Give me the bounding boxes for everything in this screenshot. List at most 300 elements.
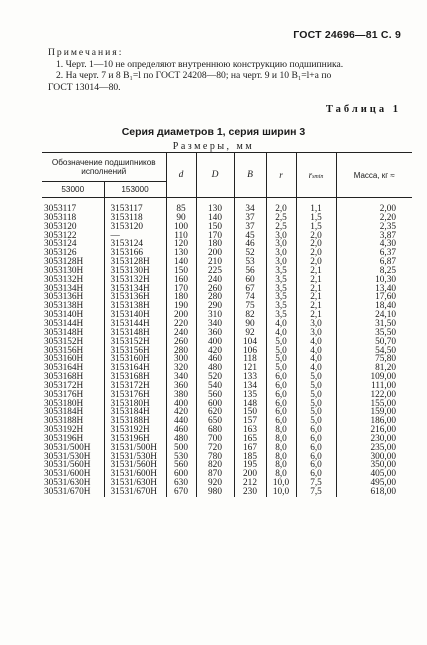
r-value: 5,0 [266,364,296,373]
d-value: 530 [166,453,196,462]
table-row [42,249,412,258]
d-value: 220 [166,320,196,329]
D-value: 170 [196,232,234,241]
designation-153000: 3153176H [104,391,166,400]
d-value: 260 [166,338,196,347]
rsmin-value: 7,5 [296,488,336,497]
designation-53000: 3053164H [42,364,104,373]
B-value: 60 [234,276,266,285]
rsmin-value: 1,1 [296,205,336,214]
designation-153000: 3153168H [104,373,166,382]
B-value: 157 [234,417,266,426]
mass-value: 109,00 [370,372,397,383]
header-D: D [196,153,234,198]
D-value: 720 [196,444,234,453]
header-153000: 153000 [104,182,166,198]
B-value: 82 [234,311,266,320]
rsmin-value: 2,0 [296,240,336,249]
d-value: 480 [166,435,196,444]
table-row [42,364,412,373]
mass-value: 230,00 [370,433,397,444]
B-value: 133 [234,373,266,382]
D-value: 420 [196,347,234,356]
rsmin-value: 5,0 [296,417,336,426]
rsmin-value: 2,1 [296,285,336,294]
notes-title: Примечания: [48,47,124,58]
table-row [42,426,412,435]
r-value: 6,0 [266,373,296,382]
table-row [42,285,412,294]
table-row [42,382,412,391]
d-value: 340 [166,373,196,382]
designation-153000: 3153192H [104,426,166,435]
rsmin-value: 2,0 [296,249,336,258]
d-value: 280 [166,347,196,356]
designation-53000: 3053156H [42,347,104,356]
designation-153000: 3153164H [104,364,166,373]
r-value: 6,0 [266,391,296,400]
table-row [42,311,412,320]
D-value: 280 [196,293,234,302]
D-value: 540 [196,382,234,391]
rsmin-value: 2,1 [296,267,336,276]
table-row [42,479,412,488]
rsmin-value: 1,5 [296,214,336,223]
d-value: 100 [166,223,196,232]
designation-153000: 3153172H [104,382,166,391]
bearings-table [42,152,412,497]
designation-153000: 3153118 [104,214,166,223]
table-row [42,391,412,400]
D-value: 920 [196,479,234,488]
D-value: 200 [196,249,234,258]
designation-153000: 31531/670H [104,488,166,497]
mass-value: 6,87 [379,257,397,268]
D-value: 560 [196,391,234,400]
D-value: 520 [196,373,234,382]
B-value: 165 [234,435,266,444]
rsmin-value: 2,1 [296,302,336,311]
D-value: 290 [196,302,234,311]
r-value: 2,5 [266,214,296,223]
B-value: 195 [234,461,266,470]
header-rsmin [296,153,336,198]
D-value: 225 [196,267,234,276]
mass-value: 159,00 [370,407,397,418]
note-line-1: 1. Черт. 1—10 не определяют внутреннюю конструкцию подшипника. [56,58,344,70]
B-value: 52 [234,249,266,258]
B-value: 135 [234,391,266,400]
header-d: d [166,153,196,198]
designation-53000: 3053134H [42,285,104,294]
d-value: 420 [166,408,196,417]
B-value: 150 [234,408,266,417]
table-row [42,223,412,232]
mass-value: 6,37 [379,248,397,259]
r-value: 2,5 [266,223,296,232]
mass-value: 2,00 [379,204,397,214]
designation-153000: 3153124 [104,240,166,249]
mass-value: 4,30 [379,239,397,250]
table-row [42,232,412,241]
d-value: 320 [166,364,196,373]
rsmin-value: 3,0 [296,329,336,338]
B-value: 34 [234,205,266,214]
D-value: 240 [196,276,234,285]
mass-value: 13,40 [375,283,397,294]
mass-value: 81,20 [375,363,397,374]
d-value: 170 [166,285,196,294]
d-value: 190 [166,302,196,311]
mass-value: 17,60 [375,292,397,303]
designation-53000: 3053148H [42,329,104,338]
rsmin-value: 6,0 [296,453,336,462]
r-value: 5,0 [266,347,296,356]
designation-153000: 31531/600H [104,470,166,479]
r-value: 8,0 [266,444,296,453]
note-line-2: 2. На черт. 7 и 8 B₁=l по ГОСТ 24208—80; на черт. 9 и 10 B₁=l+a по [56,70,332,82]
B-value: 104 [234,338,266,347]
d-value: 160 [166,276,196,285]
designation-153000: 3153148H [104,329,166,338]
table-row [42,347,412,356]
designation-53000: 3053120 [42,223,104,232]
r-value: 2,0 [266,205,296,214]
designation-153000: 3153136H [104,293,166,302]
designation-53000: 30531/530H [42,453,104,462]
d-value: 630 [166,479,196,488]
B-value: 45 [234,232,266,241]
mass-value: 8,25 [379,265,397,276]
designation-53000: 3053152H [42,338,104,347]
mass-value: 235,00 [370,442,397,453]
table-row [42,453,412,462]
designation-53000: 30531/560H [42,461,104,470]
r-value: 6,0 [266,400,296,409]
designation-53000: 3053196H [42,435,104,444]
designation-53000: 3053122 [42,232,104,241]
D-value: 480 [196,364,234,373]
table-row [42,276,412,285]
designation-53000: 3053144H [42,320,104,329]
d-value: 300 [166,355,196,364]
d-value: 180 [166,293,196,302]
designation-153000: 3153138H [104,302,166,311]
d-value: 150 [166,267,196,276]
rsmin-value: 2,1 [296,276,336,285]
mass-value: 18,40 [375,301,397,312]
r-value: 8,0 [266,453,296,462]
B-value: 75 [234,302,266,311]
rsmin-value: 7,5 [296,479,336,488]
d-value: 440 [166,417,196,426]
header-mass: Масса, кг ≈ [353,170,395,180]
rsmin-value: 2,1 [296,311,336,320]
B-value: 67 [234,285,266,294]
designation-53000: 3053192H [42,426,104,435]
r-value: 3,5 [266,267,296,276]
d-value: 400 [166,400,196,409]
rsmin-value: 4,0 [296,355,336,364]
mass-value: 31,50 [375,318,397,329]
rsmin-value: 6,0 [296,461,336,470]
rsmin-value: 2,1 [296,293,336,302]
D-value: 650 [196,417,234,426]
r-value: 10,0 [266,488,296,497]
r-value: 3,0 [266,258,296,267]
header-designation: Обозначение подшипников исполнений [42,153,166,182]
table-label: Таблица 1 [325,104,401,115]
designation-153000: 3153196H [104,435,166,444]
designation-53000: 3053130H [42,267,104,276]
B-value: 46 [234,240,266,249]
r-value: 4,0 [266,320,296,329]
rsmin-value: 6,0 [296,470,336,479]
mass-value: 186,00 [370,416,397,427]
table-row [42,302,412,311]
r-value: 3,0 [266,232,296,241]
mass-value: 54,50 [375,345,397,356]
r-value: 8,0 [266,461,296,470]
d-value: 500 [166,444,196,453]
designation-153000: 31531/530H [104,453,166,462]
B-value: 121 [234,364,266,373]
mass-value: 618,00 [370,487,397,497]
D-value: 780 [196,453,234,462]
d-value: 120 [166,240,196,249]
designation-153000: 3153134H [104,285,166,294]
D-value: 130 [196,205,234,214]
D-value: 680 [196,426,234,435]
designation-153000: 3153152H [104,338,166,347]
D-value: 980 [196,488,234,497]
B-value: 118 [234,355,266,364]
d-value: 560 [166,461,196,470]
B-value: 230 [234,488,266,497]
table-row [42,408,412,417]
designation-153000: 3153140H [104,311,166,320]
D-value: 150 [196,223,234,232]
rsmin-value: 2,0 [296,258,336,267]
D-value: 600 [196,400,234,409]
table-row [42,435,412,444]
designation-53000: 30531/600H [42,470,104,479]
header-B: B [234,153,266,198]
header-rsmin-sub: smin [312,174,324,180]
rsmin-value: 5,0 [296,408,336,417]
r-value: 10,0 [266,479,296,488]
mass-value: 155,00 [370,398,397,409]
designation-53000: 3053176H [42,391,104,400]
designation-53000: 3053172H [42,382,104,391]
designation-153000: 3153160H [104,355,166,364]
r-value: 3,5 [266,311,296,320]
rsmin-value: 6,0 [296,435,336,444]
B-value: 53 [234,258,266,267]
B-value: 106 [234,347,266,356]
rsmin-value: 5,0 [296,400,336,409]
mass-value: 111,00 [371,380,397,391]
d-value: 670 [166,488,196,497]
table-row [42,267,412,276]
r-value: 8,0 [266,426,296,435]
B-value: 185 [234,453,266,462]
r-value: 5,0 [266,355,296,364]
d-value: 360 [166,382,196,391]
B-value: 56 [234,267,266,276]
series-title: Серия диаметров 1, серия ширин 3 [121,126,306,138]
r-value: 3,5 [266,293,296,302]
d-value: 380 [166,391,196,400]
header-r: r [266,153,296,198]
designation-153000: 3153180H [104,400,166,409]
d-value: 130 [166,249,196,258]
mass-value: 495,00 [370,478,397,489]
B-value: 134 [234,382,266,391]
designation-153000: 3153120 [104,223,166,232]
table-row [42,320,412,329]
D-value: 210 [196,258,234,267]
d-value: 200 [166,311,196,320]
designation-153000: 31531/560H [104,461,166,470]
r-value: 8,0 [266,435,296,444]
D-value: 260 [196,285,234,294]
D-value: 620 [196,408,234,417]
rsmin-value: 5,0 [296,382,336,391]
designation-53000: 3053128H [42,258,104,267]
r-value: 6,0 [266,408,296,417]
designation-53000: 3053140H [42,311,104,320]
d-value: 240 [166,329,196,338]
designation-53000: 3053138H [42,302,104,311]
rsmin-value: 5,0 [296,391,336,400]
rsmin-value: 4,0 [296,338,336,347]
table-row [42,488,412,497]
table-row [42,373,412,382]
rsmin-value: 5,0 [296,373,336,382]
D-value: 180 [196,240,234,249]
designation-53000: 3053184H [42,408,104,417]
designation-153000: — [104,232,166,241]
designation-53000: 30531/500H [42,444,104,453]
r-value: 3,5 [266,276,296,285]
r-value: 3,5 [266,302,296,311]
designation-53000: 3053124 [42,240,104,249]
designation-153000: 31531/500H [104,444,166,453]
r-value: 3,5 [266,285,296,294]
header-rsmin-r: r [308,170,313,180]
designation-153000: 3153128H [104,258,166,267]
table-row [42,470,412,479]
d-value: 110 [166,232,196,241]
designation-153000: 3153166 [104,249,166,258]
d-value: 85 [166,205,196,214]
table-row [42,417,412,426]
mass-value: 50,70 [375,336,397,347]
rsmin-value: 4,0 [296,347,336,356]
page-header: ГОСТ 24696—81 С. 9 [293,29,401,41]
d-value: 600 [166,470,196,479]
designation-53000: 3053160H [42,355,104,364]
mass-value: 24,10 [375,310,397,321]
designation-153000: 3153184H [104,408,166,417]
rsmin-value: 1,5 [296,223,336,232]
B-value: 92 [234,329,266,338]
D-value: 870 [196,470,234,479]
D-value: 400 [196,338,234,347]
r-value: 8,0 [266,470,296,479]
mass-value: 75,80 [375,354,397,365]
mass-value: 300,00 [370,451,397,462]
B-value: 37 [234,214,266,223]
r-value: 6,0 [266,382,296,391]
D-value: 700 [196,435,234,444]
table-row [42,400,412,409]
table-row [42,258,412,267]
table-row [42,444,412,453]
designation-153000: 3153130H [104,267,166,276]
D-value: 360 [196,329,234,338]
designation-153000: 3153117 [104,205,166,214]
D-value: 340 [196,320,234,329]
B-value: 37 [234,223,266,232]
designation-53000: 30531/630H [42,479,104,488]
designation-53000: 3053188H [42,417,104,426]
r-value: 4,0 [266,329,296,338]
B-value: 163 [234,426,266,435]
designation-153000: 31531/630H [104,479,166,488]
rsmin-value: 4,0 [296,364,336,373]
D-value: 820 [196,461,234,470]
notes-block [48,47,410,93]
mass-value: 3,87 [379,230,397,241]
D-value: 310 [196,311,234,320]
B-value: 90 [234,320,266,329]
mass-value: 350,00 [370,460,397,471]
mass-value: 122,00 [370,389,397,400]
designation-153000: 3153132H [104,276,166,285]
designation-53000: 30531/670H [42,488,104,497]
r-value: 5,0 [266,338,296,347]
designation-53000: 3053117 [42,205,104,214]
table-row [42,461,412,470]
B-value: 167 [234,444,266,453]
dimensions-title: Размеры, мм [172,141,255,152]
mass-value: 405,00 [370,469,397,480]
designation-53000: 3053180H [42,400,104,409]
designation-153000: 3153144H [104,320,166,329]
B-value: 200 [234,470,266,479]
d-value: 460 [166,426,196,435]
header-53000: 53000 [42,182,104,198]
table-row [42,338,412,347]
table-row [42,329,412,338]
rsmin-value: 6,0 [296,444,336,453]
B-value: 74 [234,293,266,302]
table-row [42,205,412,214]
mass-value: 10,30 [375,274,397,285]
note-line-3: ГОСТ 13014—80. [48,81,121,93]
r-value: 3,0 [266,240,296,249]
table-row [42,355,412,364]
table-row [42,293,412,302]
mass-value: 216,00 [370,425,397,436]
designation-53000: 3053136H [42,293,104,302]
B-value: 148 [234,400,266,409]
rsmin-value: 2,0 [296,232,336,241]
rsmin-value: 6,0 [296,426,336,435]
table-row [42,214,412,223]
